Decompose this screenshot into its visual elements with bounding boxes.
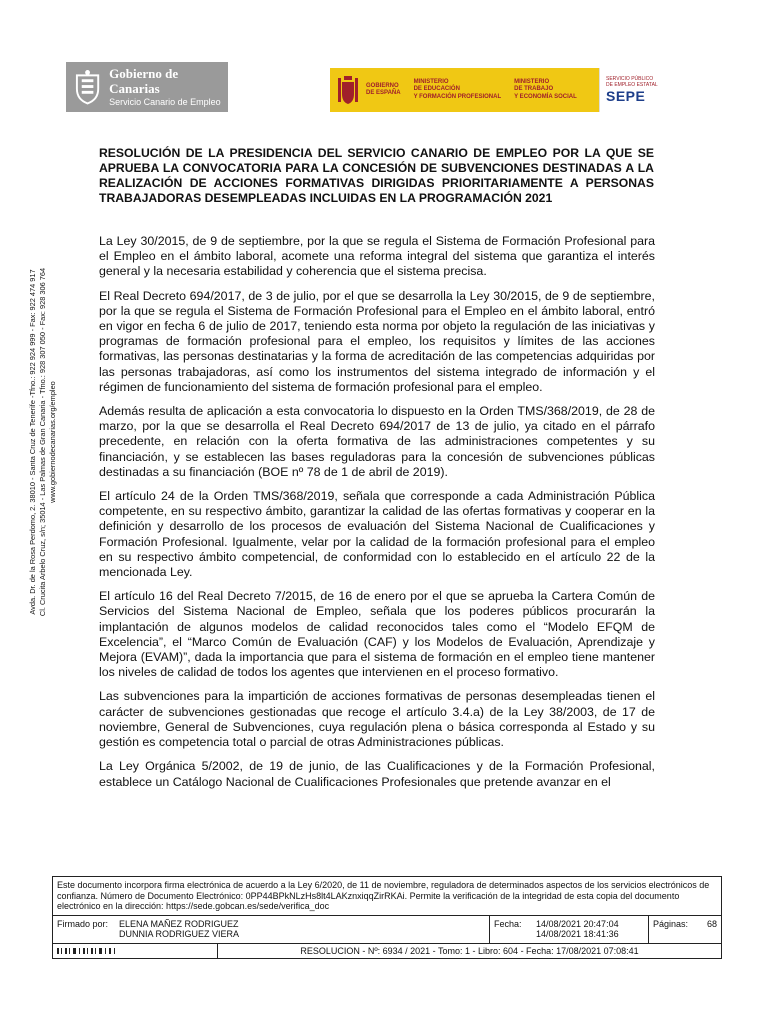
shield-icon: [74, 69, 101, 105]
registry-text: RESOLUCION - Nº: 6934 / 2021 - Tomo: 1 - Libro: 604 - Fecha: 17/08/2021 07:08:41: [300, 945, 639, 956]
ministerio-trabajo-text: [508, 79, 583, 101]
spain-government-block: [330, 68, 407, 112]
gov-line: MINISTERIO: [514, 79, 550, 86]
gobierno-canarias-logo: [66, 62, 228, 112]
date-label: Fecha:: [494, 918, 522, 929]
side-address-text: [28, 252, 58, 632]
gov-line: DE TRABAJO: [514, 86, 554, 93]
sepe-text: SEPE: [606, 88, 646, 104]
address-tenerife: Avda. Dr. de la Rosa Perdomo, 2. 38010 - Santa Cruz de Tenerife -Tfno.: 922 924 999 - Fax: 922 474 917: [28, 269, 37, 615]
pages-count: 68: [706, 918, 717, 929]
signature-date: 14/08/2021 20:47:04: [536, 918, 619, 929]
ministerio-educacion-text: [408, 79, 508, 101]
gov-line: Y FORMACIÓN PROFESIONAL: [413, 93, 502, 100]
gov-line: DE ESPAÑA: [366, 90, 401, 96]
website-text: www.gobiernodecanarias.org/empleo: [48, 381, 57, 503]
government-logos: [330, 68, 662, 112]
sepe-small-line: SERVICIO PÚBLICO: [606, 76, 654, 82]
paragraph: La Ley 30/2015, de 9 de septiembre, por la que se regula el Sistema de Formación Profesional para el Empleo en el ámbito laboral, acomete una reforma integral del sistema que garantiza el interés general y la necesaria estabilidad y coherencia que el sistema precisa.: [99, 234, 655, 279]
logo-subtitle: Servicio Canario de Empleo: [109, 96, 221, 107]
pages-cell: [649, 916, 721, 943]
address-las-palmas: Cl. Crucita Arbelo Cruz, s/n; 35014 - Las Palmas de Gran Canaria - Tfno.: 928 307 050 - Fax: 928 306 764: [38, 267, 47, 617]
paragraph: Además resulta de aplicación a esta convocatoria lo dispuesto en la Orden TMS/368/2019, de 28 de marzo, por la que se desarrolla el Real Decreto 694/2017 de 13 de julio, ya citado en el párrafo precedente, en relación con la oferta formativa de las administraciones competentes y su financiación, y se establecen las bases reguladoras para la concesión de subvenciones públicas destinadas a su financiación (BOE nº 78 de 1 de abril de 2019).: [99, 404, 655, 479]
pages-label: Páginas:: [653, 918, 689, 929]
signature-footer: [52, 876, 722, 959]
barcode: [53, 944, 218, 959]
gobierno-espana-text: [366, 83, 407, 97]
paragraph: Las subvenciones para la impartición de acciones formativas de personas desempleadas tienen el carácter de subvenciones gestionadas que recoge el artículo 3.4.a) de la Ley 38/2003, de 17 de noviembre, General de Subvenciones, cuya regulación plena o básica corresponda al Estado y su gestión es competencia total o parcial de otras Administraciones públicas.: [99, 689, 655, 750]
logo-name: Gobierno de Canarias: [109, 65, 179, 96]
gov-line: Y ECONOMÍA SOCIAL: [514, 93, 577, 100]
paragraph: La Ley Orgánica 5/2002, de 19 de junio, de las Cualificaciones y de la Formación Profesional, establece un Catálogo Nacional de Cualificaciones Profesionales que pretende avanzar en el: [99, 759, 655, 789]
signer-name: ELENA MAÑEZ RODRIGUEZ: [119, 918, 239, 929]
gov-line: GOBIERNO: [366, 82, 399, 89]
ministerio-educacion-block: [407, 68, 508, 112]
paragraph: El artículo 24 de la Orden TMS/368/2019, señala que corresponde a cada Administración Pública competente, en su respectivo ámbito, garantizar la calidad de las ofertas formativas y cooperar en la definición y desarrollo de los procesos de evaluación del Sistema Nacional de Cualificaciones y Formación Profesional. Igualmente, velar por la calidad de la formación profesional para el empleo en su respectivo ámbito competencial, de conformidad con lo establecido en el artículo 22 de la mencionada Ley.: [99, 489, 655, 580]
gov-line: DE EDUCACIÓN: [413, 86, 460, 93]
registry-row: [52, 943, 722, 960]
sepe-small-line: DE EMPLEO ESTATAL: [606, 82, 658, 88]
ministerio-trabajo-block: [507, 68, 599, 112]
signature-date: 14/08/2021 18:41:36: [536, 929, 619, 939]
signers-cell: [53, 916, 490, 943]
barcode-icon: [57, 948, 117, 954]
paragraph: El artículo 16 del Real Decreto 7/2015, de 16 de enero por el que se aprueba la Cartera Común de Servicios del Sistema Nacional de Empleo, señala que los poderes públicos procurarán la implantación de algunos modelos de calidad reconocidos tales como el “Modelo EFQM de Excelencia”, el “Marco Común de Evaluación (CAF) y los Modelos de Evaluación, Aprendizaje y Mejora (EVAM)”, dada la importancia que para el sistema de formación en el empleo tiene mantener los niveles de calidad de todos los agentes que intervienen en el proceso formativo.: [99, 589, 655, 680]
signer-name: DUNNIA RODRIGUEZ VIERA: [119, 929, 240, 939]
footer-note: Este documento incorpora firma electrónica de acuerdo a la Ley 6/2020, de 11 de noviembre, reguladora de determinados aspectos de los servicios electrónicos de confianza. Número de Documento Electrónico: 0PP44BPkNLzHs8lt4LAKznxiqqZirRKAi. Permite la verificación de la integridad de esta copia del documento electrónico en la dirección: https://sede.gobcan.es/sede/verifica_doc: [52, 876, 722, 915]
paragraph: El Real Decreto 694/2017, de 3 de julio, por el que se desarrolla la Ley 30/2015, de 9 de septiembre, por la que se regula el Sistema de Formación Profesional para el Empleo en el ámbito laboral, entró en vigor en fecha 6 de julio de 2017, teniendo esta norma por objeto la regulación de las iniciativas y programas de formación profesional para el empleo, los requisitos y límites de las acciones formativas, las personas destinatarias y la forma de acreditación de las competencias adquiridas por las personas trabajadoras, así como los instrumentos del sistema integrado de información y el régimen de funcionamiento del sistema de formación profesional para el empleo.: [99, 288, 655, 394]
gov-line: MINISTERIO: [413, 79, 449, 86]
dates-cell: [490, 916, 649, 943]
sepe-logo: [599, 68, 662, 112]
document-body: [99, 234, 655, 799]
coat-of-arms-icon: [336, 74, 360, 106]
signature-row: [52, 915, 722, 943]
document-title: RESOLUCIÓN DE LA PRESIDENCIA DEL SERVICIO CANARIO DE EMPLEO POR LA QUE SE APRUEBA LA CONVOCATORIA PARA LA CONCESIÓN DE SUBVENCIONES DESTINADAS A LA REALIZACIÓN DE ACCIONES FORMATIVAS DIRIGIDAS PRIORITARIAMENTE A PERSONAS TRABAJADORAS DESEMPLEADAS INCLUIDAS EN LA PROGRAMACIÓN 2021: [99, 146, 654, 205]
signed-by-label: Firmado por:: [57, 918, 109, 929]
